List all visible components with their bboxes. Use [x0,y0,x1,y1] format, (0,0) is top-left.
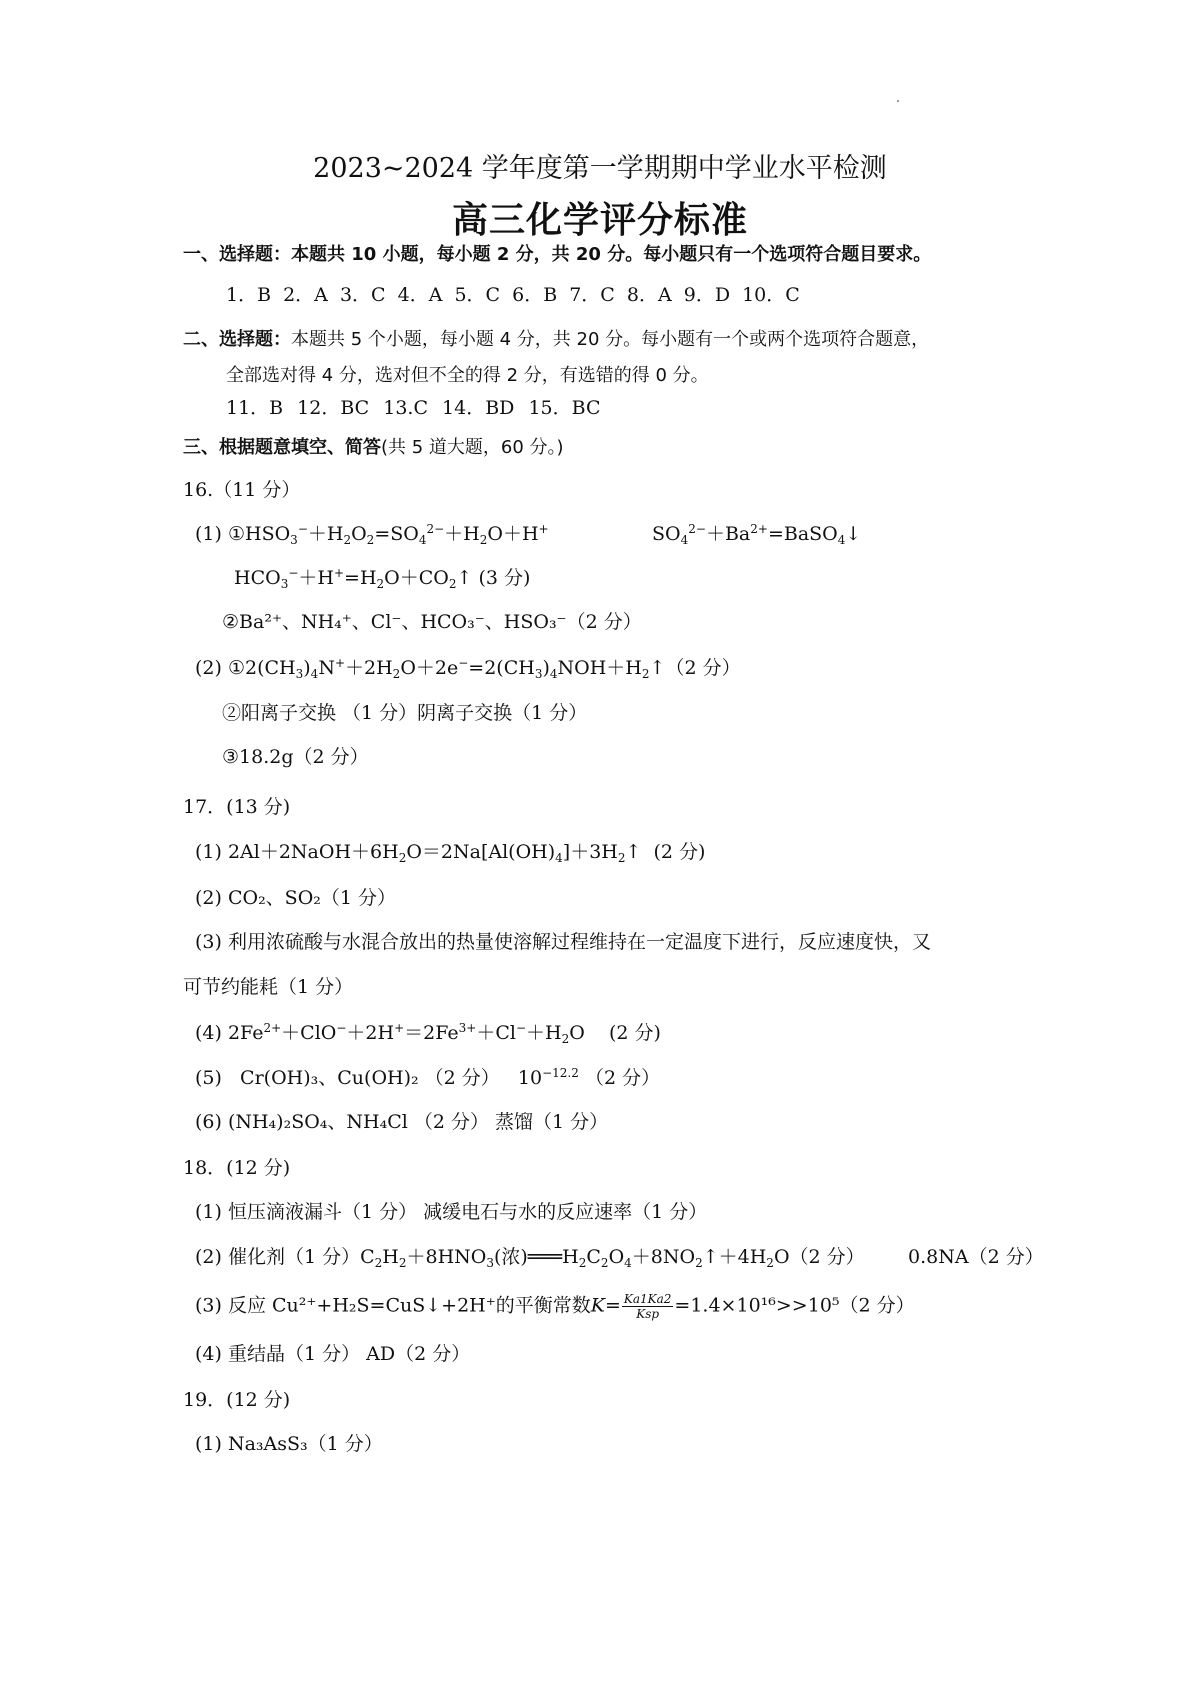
q19-part1: (1) Na₃AsS₃（1 分） [195,1433,383,1455]
q19-label: 19．(12 分) [183,1389,291,1411]
scan-speck [897,100,899,102]
q18-part3-denominator: Ksp [636,1307,660,1321]
q18-part3-value: =1.4×10¹⁶>>10⁵（2 分） [674,1294,915,1317]
section-2-heading [183,328,929,352]
section-3-heading-rest: (共 5 道大题，60 分。) [381,437,564,458]
q16-part1-equation-b: $SO_4^{2-}+Ba^{2+}=BaSO_4↓$ [652,522,862,547]
section-2-answers: 11．B 12．BC 13.C 14．BD 15．BC [226,397,601,419]
q18-part2: (2) 催化剂（1 分）$C_2H_2+8HNO_3$(浓)$═══H_2C_2O_4+8NO_2↑+4H_2O(2$ 分） [195,1246,865,1270]
q17-part5-ksp-base: 10 [517,1067,543,1089]
q17-part5-score: （2 分） [584,1067,661,1089]
q17-part4-score: (2 分) [609,1022,661,1044]
q18-part4: (4) 重结晶（1 分） AD（2 分） [195,1343,471,1365]
q16-label: 16.（11 分） [183,479,301,501]
section-1-answers: 1．B 2．A 3．C 4．A 5．C 6．B 7．C 8．A 9．D 10．C [226,284,800,306]
section-2-heading-line2: 全部选对得 4 分，选对但不全的得 2 分，有选错的得 0 分。 [226,365,709,386]
q16-part2-mass: ③18.2g（2 分） [222,746,369,768]
section-3-heading-bold: 三、根据题意填空、简答 [183,437,381,458]
exam-title: 2023~2024 学年度第一学期期中学业水平检测 [313,153,887,184]
q17-part5-label: (5) [195,1067,222,1089]
q16-part1-score: (3 分) [478,567,531,589]
q17-part4: (4) $2Fe^{2+}+ClO^-+2H^+=2Fe^{3+}+Cl^-+H_2O$ (2 分) [195,1021,661,1046]
q18-part1: (1) 恒压滴液漏斗（1 分） 减缓电石与水的反应速率（1 分） [195,1201,708,1223]
q18-part3-numerator: Ka1Ka2 [623,1292,672,1306]
q16-part2-label: (2) ① [195,657,245,679]
exam-subtitle: 高三化学评分标准 [451,199,748,241]
q16-part2-exchange: ②阳离子交换 （1 分）阴离子交换（1 分） [222,702,588,724]
q18-part2-label: (2) 催化剂（1 分） [195,1246,361,1268]
q16-part1-label: (1) ① [195,523,245,545]
q17-label: 17．(13 分) [183,796,291,818]
q17-part5-ksp-exp: −12.2 [542,1066,579,1080]
q17-part6: (6) (NH₄)₂SO₄、NH₄Cl （2 分） 蒸馏（1 分） [195,1111,609,1133]
q17-part5-hydroxides: Cr(OH)₃、Cu(OH)₂ （2 分） [240,1067,500,1089]
q17-part4-label: (4) [195,1022,222,1044]
section-3-heading [183,436,564,460]
q18-part3 [195,1292,915,1321]
q17-part3-line2: 可节约能耗（1 分） [183,976,354,998]
q16-part2-equation: (2) $①2(CH_3)_4N^++2H_2O+2e^-=2(CH_3)_4NOH+H_2↑(2$ 分） [195,656,741,681]
q17-part1-score: (2 分) [653,841,706,863]
q16-part2-score: （2 分） [665,657,741,679]
q18-part3-fraction [622,1292,674,1321]
q17-part1-label: (1) [195,841,222,863]
q17-part1: (1) $2Al+2NaOH+6H_2O=2Na[Al(OH)_4]+3H_2↑$ (2 分) [195,841,706,865]
q18-part3-k: K= [590,1294,621,1317]
q16-part1-equation-c: $HCO_3^-+H^+=H_2O+CO_2↑$ (3 分) [234,566,531,591]
q16-part1-ions: ②Ba²⁺、NH₄⁺、Cl⁻、HCO₃⁻、HSO₃⁻（2 分） [222,611,642,633]
q18-part2-na: 0.8NA（2 分） [908,1246,1044,1268]
q16-part1-equation-a: (1) $①HSO_3^-+H_2O_2=SO_4^{2-}+H_2O+H^+$ [195,522,549,547]
q17-part3-line1: (3) 利用浓硫酸与水混合放出的热量使溶解过程维持在一定温度下进行，反应速度快，又 [195,931,931,953]
section-2-heading-bold: 二、选择题： [183,329,291,350]
q18-label: 18．(12 分) [183,1157,291,1179]
section-2-heading-rest: 本题共 5 个小题，每小题 4 分，共 20 分。每小题有一个或两个选项符合题意， [291,329,930,350]
q18-part2-score: （2 分） [789,1246,865,1268]
q17-part5 [195,1066,660,1090]
q17-part2: (2) CO₂、SO₂（1 分） [195,887,397,909]
q18-part3-label: (3) 反应 Cu²⁺+H₂S=CuS↓+2H⁺的平衡常数 [195,1294,591,1317]
section-1-heading: 一、选择题：本题共 10 小题，每小题 2 分，共 20 分。每小题只有一个选项符合题目要求。 [183,244,932,265]
